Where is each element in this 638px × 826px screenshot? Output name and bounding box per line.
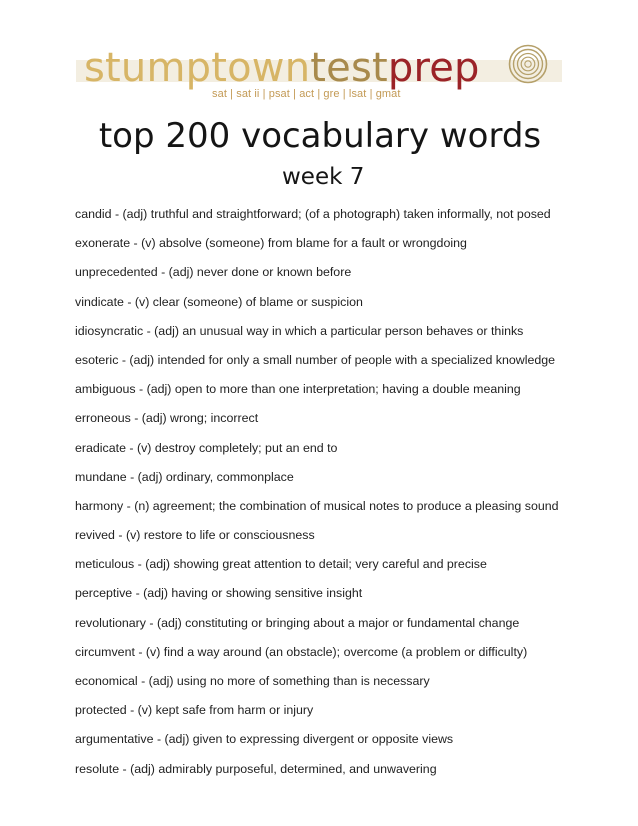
- vocabulary-item: protected - (v) kept safe from harm or injury: [75, 703, 314, 718]
- vocabulary-item: mundane - (adj) ordinary, commonplace: [75, 469, 294, 484]
- vocabulary-item: exonerate - (v) absolve (someone) from blame for a fault or wrongdoing: [75, 236, 467, 251]
- vocabulary-list: [75, 205, 595, 789]
- vocabulary-item: ambiguous - (adj) open to more than one interpretation; having a double meaning: [75, 382, 521, 397]
- vocabulary-item: argumentative - (adj) given to expressing divergent or opposite views: [75, 732, 454, 747]
- vocabulary-item: vindicate - (v) clear (someone) of blame or suspicion: [75, 294, 363, 309]
- page-subtitle: week 7: [282, 164, 365, 190]
- vocabulary-item: economical - (adj) using no more of something than is necessary: [75, 674, 430, 688]
- vocabulary-item: harmony - (n) agreement; the combination of musical notes to produce a pleasing sound: [75, 498, 559, 513]
- vocabulary-item: perceptive - (adj) having or showing sensitive insight: [75, 586, 363, 601]
- vocabulary-item: revived - (v) restore to life or consciousness: [75, 528, 315, 543]
- vocabulary-item: esoteric - (adj) intended for only a small number of people with a specialized knowledge: [75, 352, 556, 367]
- vocabulary-item: revolutionary - (adj) constituting or bringing about a major or fundamental change: [75, 615, 520, 630]
- vocabulary-item: circumvent - (v) find a way around (an obstacle); overcome (a problem or difficulty): [75, 644, 528, 659]
- logo-word-stumptown: stumptown: [84, 45, 311, 91]
- vocabulary-item: meticulous - (adj) showing great attention to detail; very careful and precise: [75, 557, 487, 572]
- vocabulary-item: resolute - (adj) admirably purposeful, determined, and unwavering: [75, 761, 437, 776]
- logo-word-test: test: [310, 45, 388, 91]
- logo-subjects: sat | sat ii | psat | act | gre | lsat | gmat: [212, 88, 401, 100]
- page-title: [0, 114, 638, 158]
- page-title-text: top 200 vocabulary words: [98, 116, 542, 156]
- vocabulary-item: erroneous - (adj) wrong; incorrect: [75, 411, 259, 426]
- logo: [84, 36, 480, 94]
- vocabulary-item: unprecedented - (adj) never done or known before: [75, 265, 352, 280]
- concentric-circles-icon: [508, 44, 548, 84]
- vocabulary-item: eradicate - (v) destroy completely; put an end to: [75, 440, 338, 455]
- vocabulary-item: idiosyncratic - (adj) an unusual way in which a particular person behaves or thinks: [75, 323, 524, 338]
- logo-word-prep: prep: [387, 45, 480, 91]
- vocabulary-item: candid - (adj) truthful and straightforward; (of a photograph) taken informally, not posed: [75, 207, 551, 221]
